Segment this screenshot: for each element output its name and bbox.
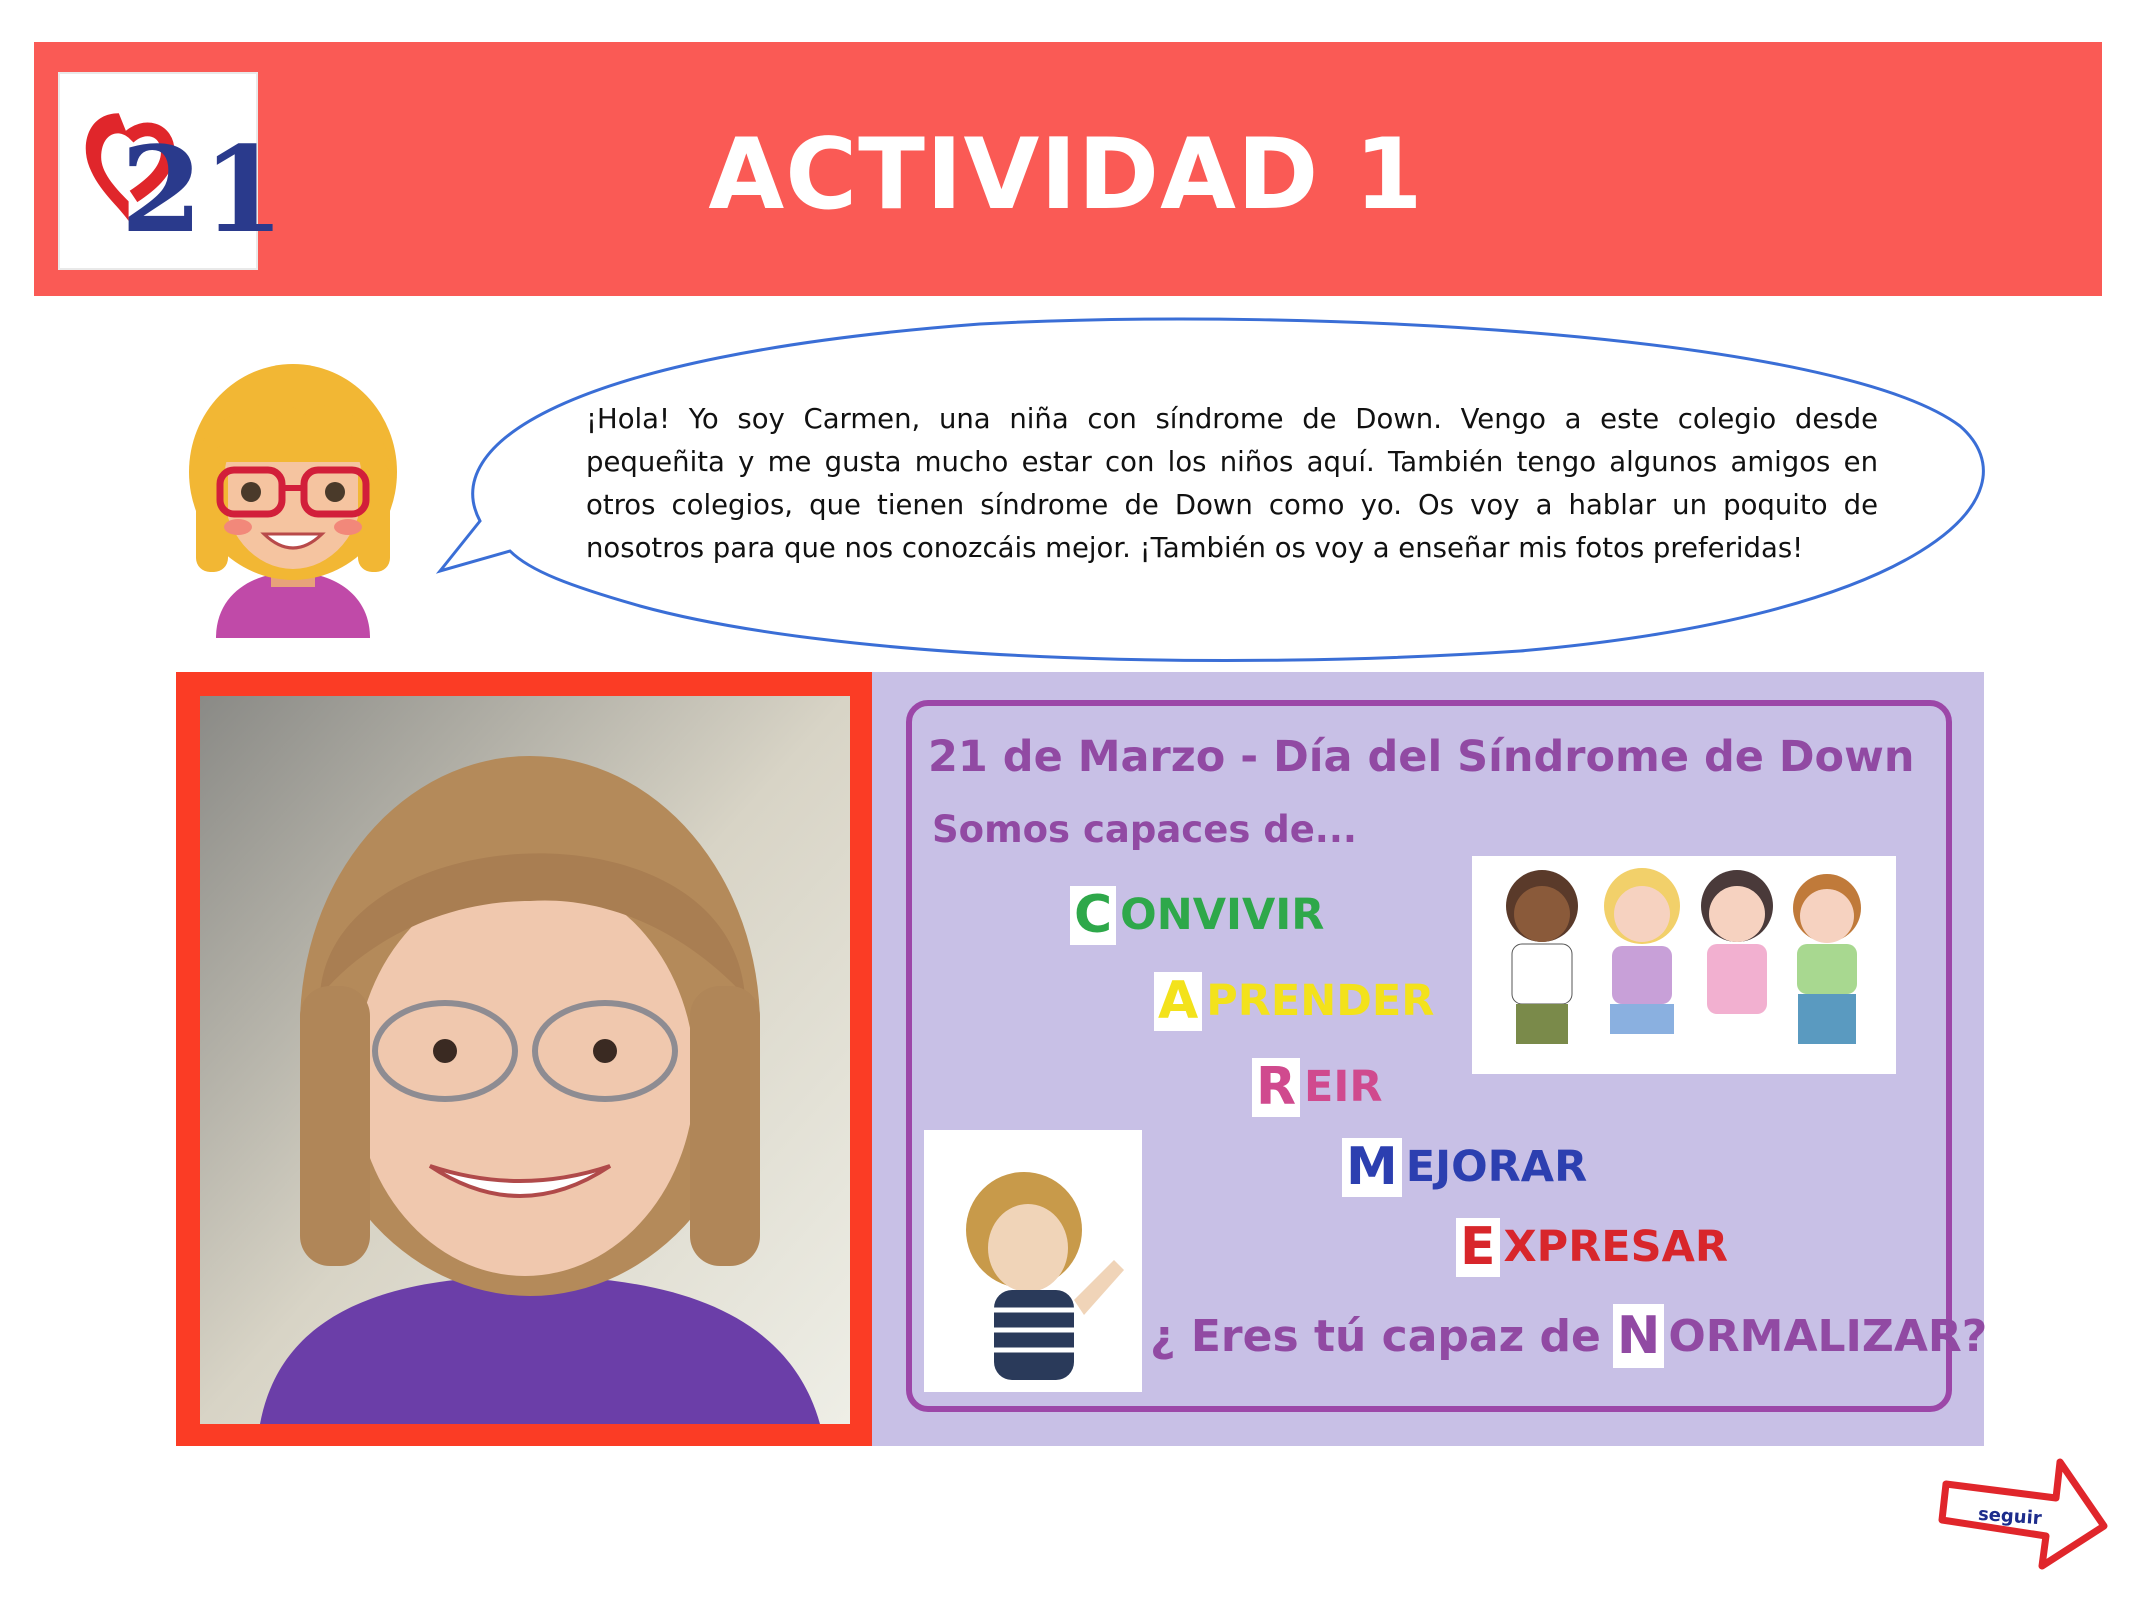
- word-rest: XPRESAR: [1503, 1222, 1729, 1273]
- poster-title: 21 de Marzo - Día del Síndrome de Down: [928, 732, 1915, 782]
- question-initial: N: [1613, 1304, 1665, 1368]
- svg-text:21: 21: [120, 120, 285, 259]
- word-aprender: [1154, 972, 1434, 1031]
- carmen-avatar: [176, 362, 410, 638]
- word-initial: M: [1342, 1138, 1402, 1197]
- page-title: ACTIVIDAD 1: [708, 118, 1424, 232]
- word-initial: R: [1252, 1058, 1300, 1117]
- word-convivir: [1070, 886, 1324, 945]
- word-rest: EJORAR: [1405, 1142, 1588, 1193]
- word-initial: A: [1154, 972, 1202, 1031]
- word-reir: [1252, 1058, 1383, 1117]
- poster-subtitle: Somos capaces de...: [932, 808, 1357, 851]
- girl-photo: [200, 696, 850, 1424]
- word-rest: PRENDER: [1206, 976, 1435, 1027]
- word-expresar: [1456, 1218, 1728, 1277]
- next-button-label[interactable]: seguir: [1977, 1503, 2043, 1530]
- word-initial: E: [1456, 1218, 1500, 1277]
- question-prefix: ¿ Eres tú capaz de: [1150, 1310, 1601, 1362]
- speech-text: ¡Hola! Yo soy Carmen, una niña con síndrome de Down. Vengo a este colegio desde pequeñita y me gusta mucho estar con los niños aquí. También tengo algunos amigos en otros colegios, que tienen síndrome de Down como yo. Os voy a hablar un poquito de nosotros para que nos conozcáis mejor. ¡También os voy a enseñar mis fotos preferidas!: [586, 403, 1878, 564]
- girl-illustration: [924, 1130, 1142, 1392]
- poster-question: [1150, 1304, 1987, 1368]
- word-rest: ONVIVIR: [1120, 890, 1325, 941]
- word-initial: C: [1070, 886, 1116, 945]
- children-illustration: [1472, 856, 1896, 1074]
- question-rest: ORMALIZAR?: [1668, 1310, 1988, 1362]
- word-rest: EIR: [1304, 1062, 1383, 1113]
- word-mejorar: [1342, 1138, 1587, 1197]
